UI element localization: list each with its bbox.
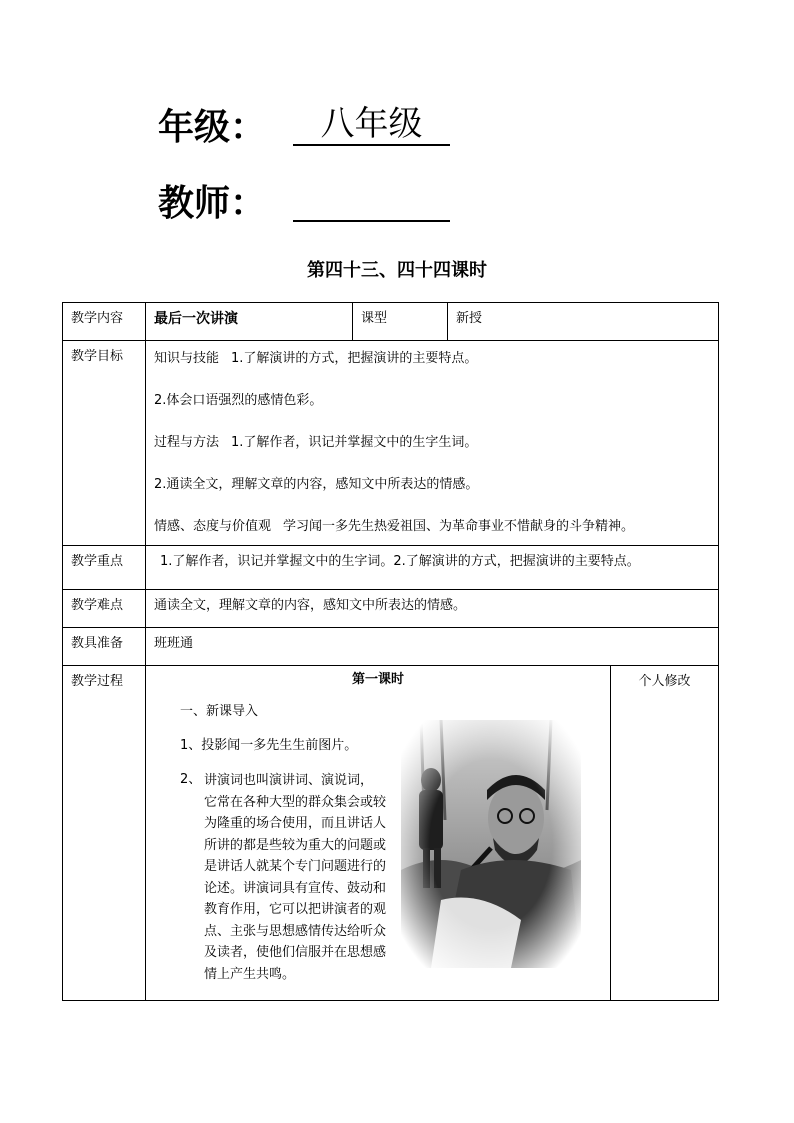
goal-knowledge-head: 知识与技能 — [154, 351, 220, 366]
goals-label: 教学目标 — [63, 341, 146, 546]
goal-process-1: 1.了解作者，识记并掌握文中的生字生词。 — [231, 435, 478, 450]
process-item-2-number: 2、 — [180, 772, 202, 787]
content-label: 教学内容 — [63, 303, 146, 341]
process-item-1 — [180, 736, 357, 756]
type-label: 课型 — [353, 303, 448, 341]
tools-row — [63, 628, 719, 666]
goal-knowledge-line — [154, 349, 710, 369]
lesson-plan-table — [62, 302, 719, 1001]
tools-label: 教具准备 — [63, 628, 146, 666]
goal-process-line — [154, 433, 710, 453]
focus-label: 教学重点 — [63, 546, 146, 590]
focus-row — [63, 546, 719, 590]
goal-knowledge-2: 2.体会口语强烈的感情色彩。 — [154, 393, 323, 408]
goal-knowledge-1: 1.了解演讲的方式，把握演讲的主要特点。 — [231, 351, 478, 366]
process-item-2-text — [180, 770, 390, 985]
goal-emotion-line — [154, 517, 710, 537]
process-label: 教学过程 — [63, 666, 146, 1001]
personal-edit-label: 个人修改 — [611, 666, 719, 1001]
process-heading: 一、新课导入 — [180, 704, 259, 719]
goal-emotion-1: 学习闻一多先生热爱祖国、为革命事业不惜献身的斗争精神。 — [283, 519, 635, 534]
goal-emotion-head: 情感、态度与价值观 — [154, 519, 272, 534]
lesson-title: 第四十三、四十四课时 — [307, 260, 487, 281]
content-row — [63, 303, 719, 341]
process-item-2-first-line: 讲演词也叫演讲词、演说词， — [204, 773, 374, 788]
process-cell — [146, 666, 611, 1001]
focus-value: 1.了解作者，识记并掌握文中的生字词。2.了解演讲的方式，把握演讲的主要特点。 — [146, 546, 719, 590]
grade-label: 年级： — [158, 107, 267, 148]
process-row — [63, 666, 719, 1001]
process-item-1-text: 投影闻一多先生生前图片。 — [201, 738, 358, 753]
tools-value: 班班通 — [146, 628, 719, 666]
difficulty-row — [63, 590, 719, 628]
process-item-1-number: 1、 — [180, 738, 202, 753]
process-item-2-body: 它常在各种大型的群众集会或较为隆重的场合使用，而且讲话人所讲的都是些较为重大的问题或是讲话人就某个专门问题进行的论述。讲演词具有宣传、鼓动和教育作用，它可以把讲演者的观点、主张与思想感情传达给听众及读者，使他们信服并在思想感情上产生共鸣。 — [204, 794, 387, 982]
goals-cell — [146, 341, 719, 546]
difficulty-value: 通读全文，理解文章的内容，感知文中所表达的情感。 — [146, 590, 719, 628]
teacher-label: 教师： — [158, 183, 267, 224]
goal-process-2: 2.通读全文，理解文章的内容，感知文中所表达的情感。 — [154, 477, 479, 492]
process-item-2 — [180, 770, 390, 985]
goals-row — [63, 341, 719, 546]
content-value: 最后一次讲演 — [146, 303, 353, 341]
teacher-value-field — [293, 180, 450, 222]
grade-value-field: 八年级 — [293, 104, 450, 146]
wen-yiduo-photo — [401, 720, 581, 968]
type-value: 新授 — [448, 303, 719, 341]
process-title: 第一课时 — [351, 672, 404, 687]
difficulty-label: 教学难点 — [63, 590, 146, 628]
goal-process-head: 过程与方法 — [154, 435, 220, 450]
